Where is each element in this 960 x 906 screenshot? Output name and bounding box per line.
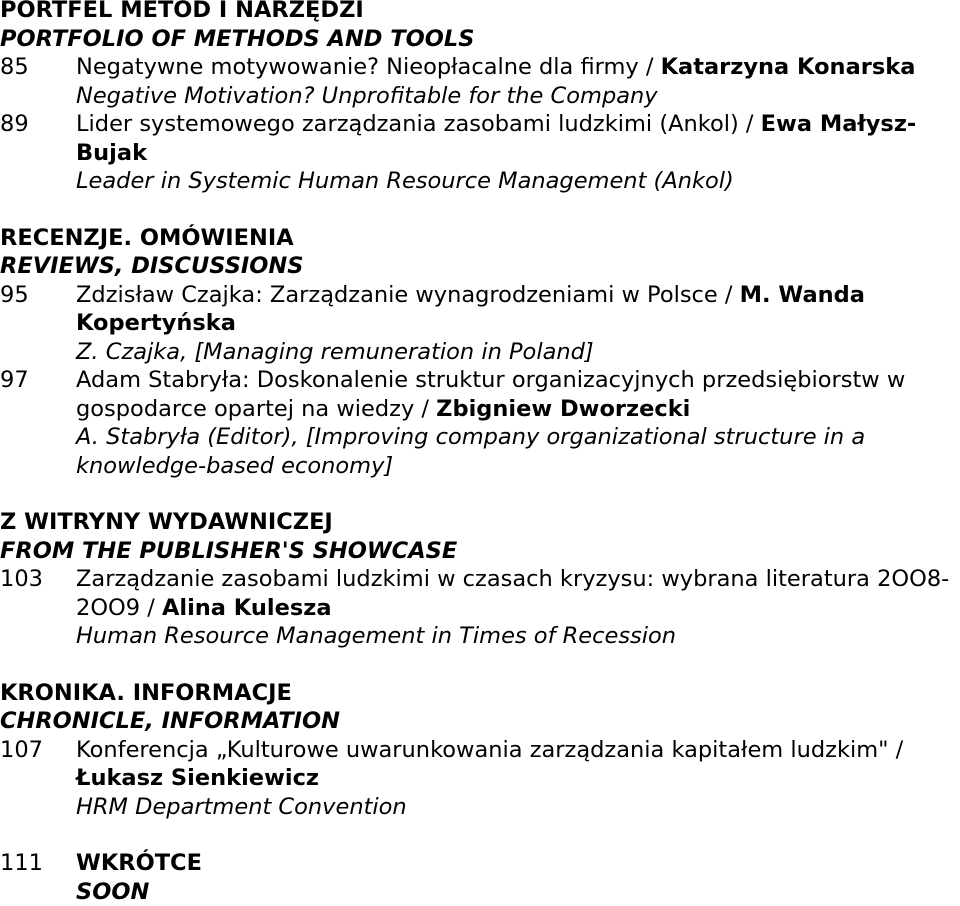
section-title-en: FROM THE PUBLISHER'S SHOWCASE — [0, 537, 960, 566]
entry-body — [76, 565, 960, 651]
section-title-pl: KRONIKA. INFORMACJE — [0, 679, 960, 708]
spacer — [0, 196, 960, 224]
spacer — [0, 821, 960, 849]
entry-title-pl: Zarządzanie zasobami ludzkimi w czasach kryzysu: wybrana literatura 2OO8-2OO9 / — [76, 566, 949, 621]
page-number: 97 — [0, 366, 76, 480]
page-number: 103 — [0, 565, 76, 651]
entry-body — [76, 110, 960, 196]
entry-title-pl: Negatywne motywowanie? Nieopłacalne dla firmy / — [76, 54, 661, 80]
section-publisher — [0, 508, 960, 651]
section-chronicle — [0, 679, 960, 822]
section-title-en: REVIEWS, DISCUSSIONS — [0, 252, 960, 281]
entry-author: M. Wanda Kopertyńska — [76, 282, 865, 337]
entry-body — [76, 366, 960, 480]
page-number: 107 — [0, 736, 76, 822]
toc-entry-soon[interactable] — [0, 849, 960, 906]
entry-author: Katarzyna Konarska — [661, 54, 916, 80]
section-title-en: CHRONICLE, INFORMATION — [0, 707, 960, 736]
entry-title-pl: Lider systemowego zarządzania zasobami ludzkimi (Ankol) / — [76, 111, 761, 137]
entry-body — [76, 736, 960, 822]
spacer — [0, 651, 960, 679]
section-title-en: PORTFOLIO OF METHODS AND TOOLS — [0, 25, 960, 54]
entry-title-en: SOON — [76, 878, 960, 906]
entry-body — [76, 281, 960, 367]
entry-title-en: Negative Motivation? Unprofitable for the Company — [76, 82, 960, 111]
entry-body — [76, 849, 960, 906]
entry-title-en: A. Stabryła (Editor), [Improving company organizational structure in a knowledge-based economy] — [76, 423, 960, 480]
entry-body — [76, 53, 960, 110]
entry-author: Łukasz Sienkiewicz — [76, 765, 319, 791]
entry-title-en: Leader in Systemic Human Resource Management (Ankol) — [76, 167, 960, 196]
toc-entry[interactable] — [0, 565, 960, 651]
entry-title-pl: Zdzisław Czajka: Zarządzanie wynagrodzeniami w Polsce / — [76, 282, 740, 308]
section-reviews — [0, 224, 960, 481]
section-title-pl: Z WITRYNY WYDAWNICZEJ — [0, 508, 960, 537]
toc-entry[interactable] — [0, 110, 960, 196]
toc-entry[interactable] — [0, 366, 960, 480]
page-number: 85 — [0, 53, 76, 110]
page-number: 95 — [0, 281, 76, 367]
entry-author: Alina Kulesza — [162, 595, 332, 621]
toc-entry[interactable] — [0, 281, 960, 367]
entry-title-pl: Konferencja „Kulturowe uwarunkowania zarządzania kapitałem ludzkim" / — [76, 737, 903, 763]
entry-title-en: Human Resource Management in Times of Recession — [76, 622, 960, 651]
toc-entry[interactable] — [0, 53, 960, 110]
entry-author: Zbigniew Dworzecki — [436, 396, 690, 422]
entry-title-pl: WKRÓTCE — [76, 849, 960, 878]
section-title-pl: PORTFEL METOD I NARZĘDZI — [0, 0, 960, 25]
spacer — [0, 480, 960, 508]
page-number: 111 — [0, 849, 76, 906]
entry-title-en: HRM Department Convention — [76, 793, 960, 822]
page-number: 89 — [0, 110, 76, 196]
section-title-pl: RECENZJE. OMÓWIENIA — [0, 224, 960, 253]
section-portfolio — [0, 0, 960, 196]
entry-title-en: Z. Czajka, [Managing remuneration in Poland] — [76, 338, 960, 367]
entry-author: Ewa Małysz-Bujak — [76, 111, 916, 166]
toc-entry[interactable] — [0, 736, 960, 822]
entry-title-pl: Adam Stabryła: Doskonalenie struktur organizacyjnych przedsiębiorstw w gospodarce opartej na wiedzy / — [76, 367, 905, 422]
